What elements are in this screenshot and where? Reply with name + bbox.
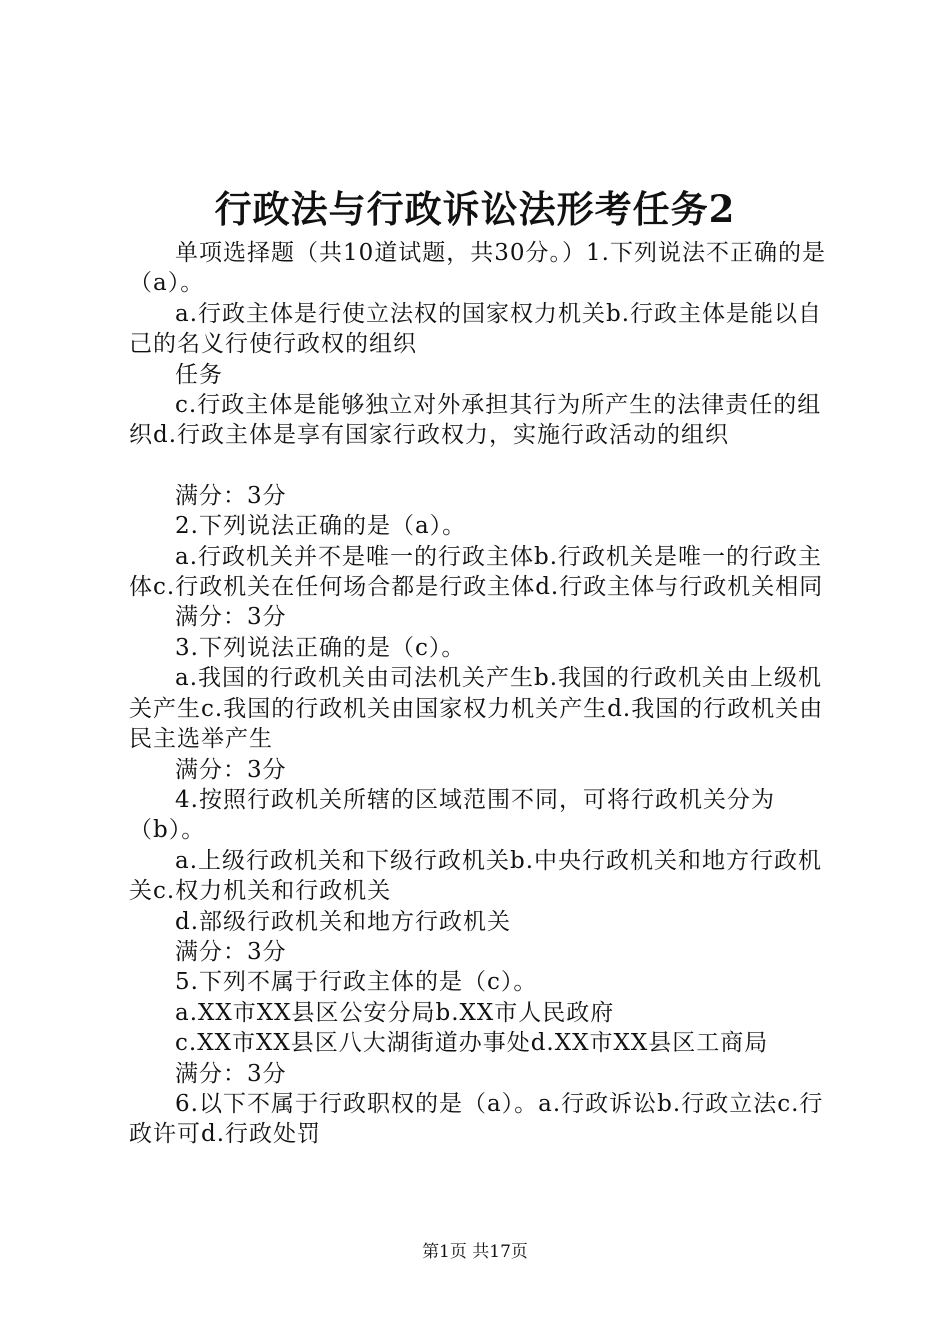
answer-options: a.我国的行政机关由司法机关产生b.我国的行政机关由上级机关产生c.我国的行政机关由国家权力机关产生d.我国的行政机关由民主选举产生 [129, 665, 824, 753]
score-line: 满分：3分 [175, 482, 287, 509]
answer-options: d.部级行政机关和地方行政机关 [175, 908, 512, 935]
document-title: 行政法与行政诉讼法形考任务2 [214, 187, 736, 231]
question: 4.按照行政机关所辖的区域范围不同，可将行政机关分为（b）。 [129, 786, 775, 844]
question: 5.下列不属于行政主体的是（c）。 [175, 969, 538, 996]
answer-options: c.XX市XX县区八大湖街道办事处d.XX市XX县区工商局 [175, 1030, 769, 1057]
question: 6.以下不属于行政职权的是（a）。a.行政诉讼b.行政立法c.行政许可d.行政处罚 [129, 1090, 824, 1148]
answer-options: a.上级行政机关和下级行政机关b.中央行政机关和地方行政机关c.权力机关和行政机关 [129, 847, 823, 905]
answer-options: a.XX市XX县区公安分局b.XX市人民政府 [175, 999, 615, 1026]
score-line: 满分：3分 [175, 604, 287, 631]
document-body [129, 238, 831, 1150]
paragraph: c.行政主体是能够独立对外承担其行为所产生的法律责任的组织d.行政主体是享有国家行政权力，实施行政活动的组织 [129, 392, 822, 449]
question: 3.下列说法正确的是（c）。 [175, 634, 466, 661]
paragraph: 单项选择题（共10道试题，共30分。）1.下列说法不正确的是（a）。 [129, 240, 826, 297]
page-footer: 第1页 共17页 [422, 1242, 528, 1262]
paragraph: a.行政主体是行使立法权的国家权力机关b.行政主体是能以自己的名义行使行政权的组织 [129, 300, 823, 358]
question: 2.下列说法正确的是（a）。 [175, 513, 467, 540]
paragraph: 任务 [175, 361, 223, 388]
score-line: 满分：3分 [175, 1060, 287, 1087]
paragraph-gap [129, 451, 831, 481]
score-line: 满分：3分 [175, 938, 287, 965]
score-line: 满分：3分 [175, 756, 287, 783]
answer-options: a.行政机关并不是唯一的行政主体b.行政机关是唯一的行政主体c.行政机关在任何场合都是行政主体d.行政主体与行政机关相同 [129, 543, 824, 601]
